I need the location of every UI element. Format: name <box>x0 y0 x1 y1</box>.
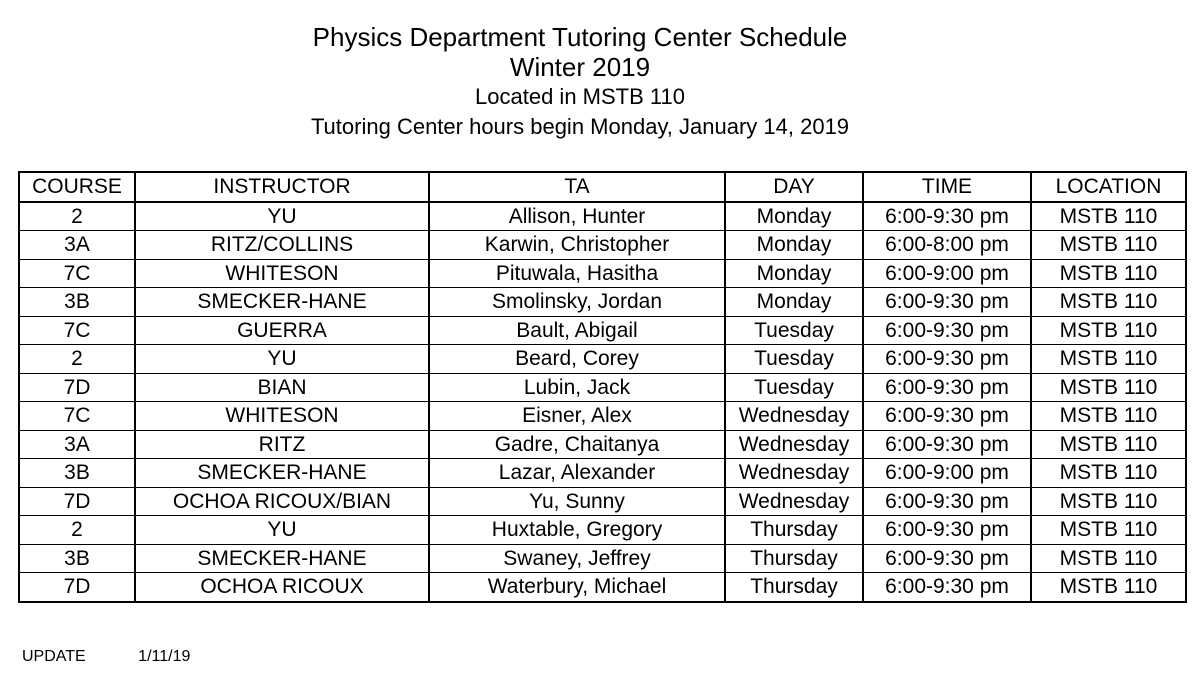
cell-day: Tuesday <box>725 345 863 374</box>
cell-ta: Beard, Corey <box>429 345 725 374</box>
cell-location: MSTB 110 <box>1031 231 1186 260</box>
cell-time: 6:00-9:30 pm <box>863 516 1031 545</box>
cell-instructor: RITZ/COLLINS <box>135 231 429 260</box>
cell-day: Wednesday <box>725 430 863 459</box>
table-row <box>19 430 1186 459</box>
cell-day: Wednesday <box>725 459 863 488</box>
cell-day: Tuesday <box>725 373 863 402</box>
cell-instructor: YU <box>135 202 429 231</box>
cell-course: 2 <box>19 202 135 231</box>
cell-course: 7C <box>19 402 135 431</box>
cell-course: 2 <box>19 345 135 374</box>
cell-instructor: GUERRA <box>135 316 429 345</box>
cell-location: MSTB 110 <box>1031 573 1186 602</box>
cell-time: 6:00-9:30 pm <box>863 573 1031 602</box>
cell-location: MSTB 110 <box>1031 345 1186 374</box>
cell-instructor: SMECKER-HANE <box>135 459 429 488</box>
table-row <box>19 544 1186 573</box>
cell-instructor: OCHOA RICOUX/BIAN <box>135 487 429 516</box>
cell-course: 3A <box>19 231 135 260</box>
hours-note: Tutoring Center hours begin Monday, January 14, 2019 <box>310 114 850 139</box>
table-row <box>19 288 1186 317</box>
cell-instructor: RITZ <box>135 430 429 459</box>
cell-instructor: BIAN <box>135 373 429 402</box>
table-row <box>19 259 1186 288</box>
cell-day: Thursday <box>725 544 863 573</box>
table-row <box>19 202 1186 231</box>
cell-day: Monday <box>725 259 863 288</box>
cell-time: 6:00-9:30 pm <box>863 373 1031 402</box>
cell-day: Wednesday <box>725 487 863 516</box>
schedule-table <box>18 171 1187 603</box>
cell-course: 2 <box>19 516 135 545</box>
cell-time: 6:00-9:30 pm <box>863 402 1031 431</box>
update-footer <box>22 648 190 666</box>
cell-day: Monday <box>725 231 863 260</box>
cell-time: 6:00-8:00 pm <box>863 231 1031 260</box>
cell-location: MSTB 110 <box>1031 402 1186 431</box>
cell-ta: Yu, Sunny <box>429 487 725 516</box>
column-header-course: COURSE <box>19 172 135 202</box>
table-row <box>19 373 1186 402</box>
table-row <box>19 402 1186 431</box>
cell-location: MSTB 110 <box>1031 202 1186 231</box>
schedule-table-body <box>19 202 1186 602</box>
column-header-instructor: INSTRUCTOR <box>135 172 429 202</box>
cell-location: MSTB 110 <box>1031 316 1186 345</box>
term-label: Winter 2019 <box>509 52 651 82</box>
cell-location: MSTB 110 <box>1031 288 1186 317</box>
table-row <box>19 573 1186 602</box>
cell-instructor: SMECKER-HANE <box>135 544 429 573</box>
cell-time: 6:00-9:30 pm <box>863 316 1031 345</box>
table-row <box>19 316 1186 345</box>
cell-course: 7C <box>19 316 135 345</box>
cell-course: 3B <box>19 288 135 317</box>
column-header-ta: TA <box>429 172 725 202</box>
cell-course: 7D <box>19 573 135 602</box>
cell-instructor: WHITESON <box>135 402 429 431</box>
cell-location: MSTB 110 <box>1031 487 1186 516</box>
cell-day: Monday <box>725 288 863 317</box>
cell-time: 6:00-9:00 pm <box>863 259 1031 288</box>
cell-ta: Lazar, Alexander <box>429 459 725 488</box>
cell-time: 6:00-9:30 pm <box>863 487 1031 516</box>
cell-location: MSTB 110 <box>1031 373 1186 402</box>
cell-location: MSTB 110 <box>1031 544 1186 573</box>
cell-ta: Huxtable, Gregory <box>429 516 725 545</box>
cell-location: MSTB 110 <box>1031 430 1186 459</box>
cell-location: MSTB 110 <box>1031 459 1186 488</box>
cell-instructor: SMECKER-HANE <box>135 288 429 317</box>
cell-day: Monday <box>725 202 863 231</box>
cell-course: 3B <box>19 459 135 488</box>
column-header-day: DAY <box>725 172 863 202</box>
update-label: UPDATE <box>22 648 86 665</box>
cell-time: 6:00-9:30 pm <box>863 544 1031 573</box>
cell-time: 6:00-9:00 pm <box>863 459 1031 488</box>
table-header-row <box>19 172 1186 202</box>
cell-ta: Allison, Hunter <box>429 202 725 231</box>
cell-time: 6:00-9:30 pm <box>863 288 1031 317</box>
cell-course: 7D <box>19 487 135 516</box>
table-row <box>19 516 1186 545</box>
cell-ta: Waterbury, Michael <box>429 573 725 602</box>
table-row <box>19 345 1186 374</box>
table-row <box>19 231 1186 260</box>
update-date: 1/11/19 <box>138 648 191 665</box>
cell-ta: Swaney, Jeffrey <box>429 544 725 573</box>
cell-location: MSTB 110 <box>1031 259 1186 288</box>
cell-ta: Eisner, Alex <box>429 402 725 431</box>
cell-instructor: YU <box>135 345 429 374</box>
cell-ta: Bault, Abigail <box>429 316 725 345</box>
cell-course: 3A <box>19 430 135 459</box>
cell-course: 7D <box>19 373 135 402</box>
cell-instructor: WHITESON <box>135 259 429 288</box>
cell-ta: Gadre, Chaitanya <box>429 430 725 459</box>
cell-course: 7C <box>19 259 135 288</box>
table-row <box>19 459 1186 488</box>
cell-course: 3B <box>19 544 135 573</box>
cell-day: Tuesday <box>725 316 863 345</box>
cell-instructor: OCHOA RICOUX <box>135 573 429 602</box>
cell-day: Wednesday <box>725 402 863 431</box>
cell-time: 6:00-9:30 pm <box>863 430 1031 459</box>
cell-instructor: YU <box>135 516 429 545</box>
location-label: Located in MSTB 110 <box>475 84 685 109</box>
column-header-location: LOCATION <box>1031 172 1186 202</box>
cell-ta: Lubin, Jack <box>429 373 725 402</box>
schedule-header <box>0 22 1160 142</box>
cell-ta: Smolinsky, Jordan <box>429 288 725 317</box>
table-row <box>19 487 1186 516</box>
cell-day: Thursday <box>725 573 863 602</box>
cell-ta: Karwin, Christopher <box>429 231 725 260</box>
cell-location: MSTB 110 <box>1031 516 1186 545</box>
cell-time: 6:00-9:30 pm <box>863 202 1031 231</box>
cell-day: Thursday <box>725 516 863 545</box>
cell-time: 6:00-9:30 pm <box>863 345 1031 374</box>
page-title: Physics Department Tutoring Center Schedule <box>312 22 848 52</box>
cell-ta: Pituwala, Hasitha <box>429 259 725 288</box>
column-header-time: TIME <box>863 172 1031 202</box>
